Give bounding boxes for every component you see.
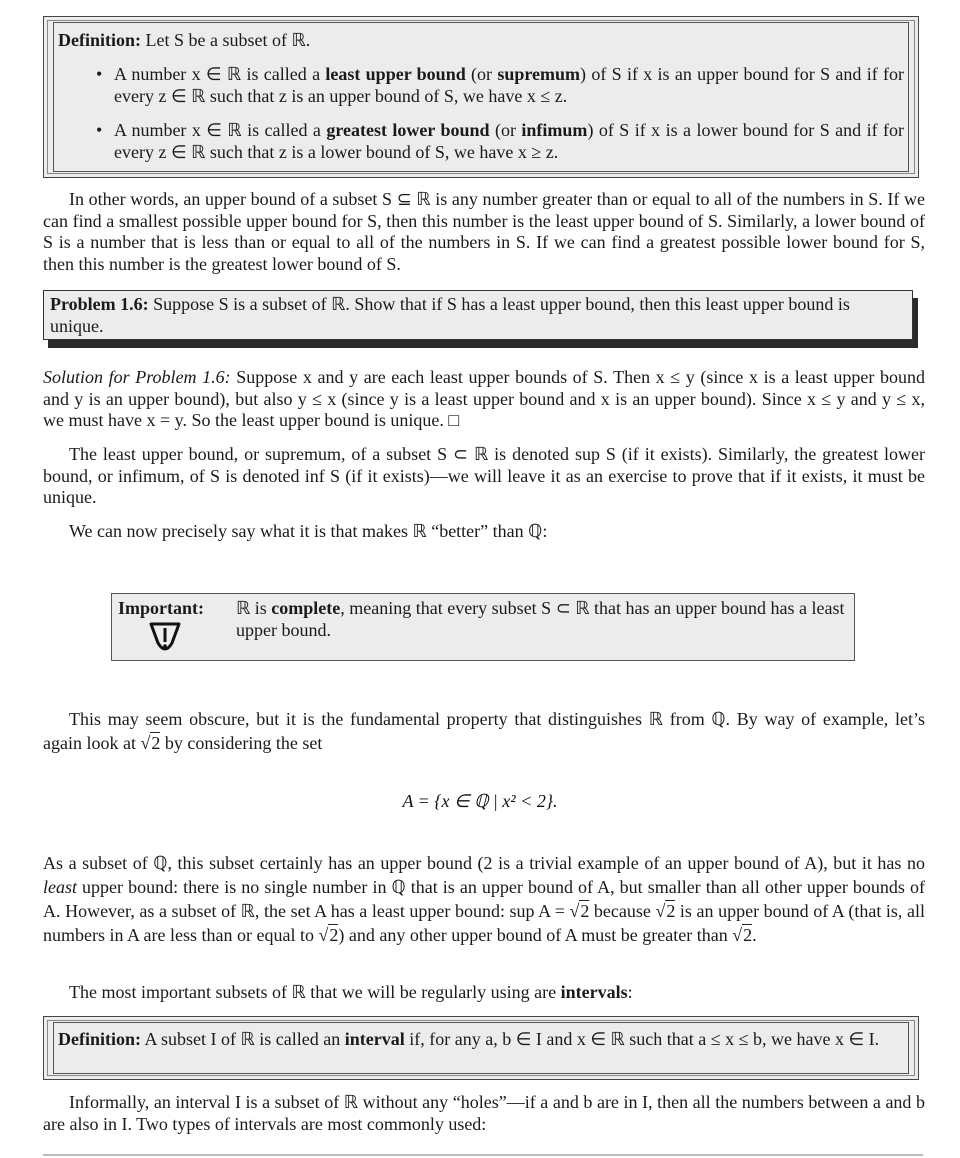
solution-paragraph	[43, 367, 925, 432]
term-supremum: supremum	[497, 64, 581, 84]
definition-intro: Let S be a subset of ℝ.	[145, 30, 311, 50]
term-greatest-lower-bound: greatest lower bound	[326, 120, 490, 140]
definition-label: Definition:	[58, 1029, 141, 1049]
paragraph-sqrt2-example: This may seem obscure, but it is the fundamental property that distinguishes ℝ from ℚ. By way of example, let’s again look at √2 by considering the set	[43, 709, 925, 753]
important-label: Important:	[118, 598, 204, 618]
solution-label: Solution for Problem 1.6:	[43, 367, 231, 387]
term-complete: complete	[271, 598, 341, 618]
definition-box-interval	[43, 1016, 919, 1080]
paragraph-sup-a-sqrt2: As a subset of ℚ, this subset certainly has an upper bound (2 is a trivial example of an upper bound of A), but it has no least upper bound: there is no single number in ℚ that is an upper bound of A, but smaller than all other upper bounds of A. However, as a subset of ℝ, the set A has a least upper bound: sup A = √2 because √2 is an upper bound of A (that is, all numbers in A are less than or equal to √2) and any other upper bound of A must be greater than √2.	[43, 853, 926, 945]
definition-list	[58, 63, 904, 163]
definition-item-infimum: • A number x ∈ ℝ is called a greatest lower bound (or infimum) of S if x is a lower bound for S and if for every z ∈ ℝ such that z is a lower bound of S, we have x ≥ z.	[58, 119, 904, 163]
definition-box-bounds	[43, 16, 919, 178]
definition-label: Definition:	[58, 30, 141, 50]
paragraph-upper-bound-explanation: In other words, an upper bound of a subset S ⊆ ℝ is any number greater than or equal to all of the numbers in S. If we can find a smallest possible upper bound for S, then this number is the least upper bound of S. Similarly, a lower bound of S is a number that is less than or equal to all of the numbers in S. If we can find a greatest possible lower bound for S, then this number is the greatest lower bound of S.	[43, 189, 925, 274]
paragraph-interval-informal: Informally, an interval I is a subset of ℝ without any “holes”—if a and b are in I, then all the numbers between a and b are also in I. Two types of intervals are most commonly used:	[43, 1092, 925, 1134]
important-box	[111, 593, 855, 661]
problem-box	[43, 290, 913, 340]
term-intervals: intervals	[560, 982, 628, 1002]
sqrt-radicand: 2	[151, 733, 161, 753]
problem-text: Suppose S is a subset of ℝ. Show that if S has a least upper bound, then this least upper bound is unique.	[50, 294, 850, 336]
term-interval: interval	[344, 1029, 405, 1049]
definition-box-inner	[53, 22, 909, 172]
solution-text: Suppose x and y are each least upper bounds of S. Then x ≤ y (since x is a least upper bound and y is an upper bound), but also y ≤ x (since y is a least upper bound and x is an upper bound). Since x ≤ y and y ≤ x, we must have x = y. So the least upper bound is unique. □	[43, 367, 925, 430]
set-equation: A = {x ∈ ℚ | x² < 2}.	[402, 791, 558, 811]
paragraph-intervals-intro: The most important subsets of ℝ that we will be regularly using are intervals:	[69, 982, 633, 1002]
paragraph-sup-inf-notation: The least upper bound, or supremum, of a subset S ⊂ ℝ is denoted sup S (if it exists). Similarly, the greatest lower bound, or infimum, of S is denoted inf S (if it exists)—we will leave it as an exercise to prove that if it exists, it must be unique.	[43, 444, 925, 507]
important-text: ℝ is complete, meaning that every subset S ⊂ ℝ that has an upper bound has a least upper bound.	[236, 598, 845, 640]
page-bottom-rule	[43, 1154, 923, 1156]
definition-item-supremum: • A number x ∈ ℝ is called a least upper bound (or supremum) of S if x is an upper bound for S and if for every z ∈ ℝ such that z is an upper bound of S, we have x ≤ z.	[58, 63, 904, 107]
paragraph-r-better-than-q: We can now precisely say what it is that makes ℝ “better” than ℚ:	[69, 521, 548, 541]
problem-label: Problem 1.6:	[50, 294, 149, 314]
warning-icon	[148, 621, 182, 658]
term-infimum: infimum	[521, 120, 588, 140]
definition-box-inner: Definition: A subset I of ℝ is called an interval if, for any a, b ∈ I and x ∈ ℝ such that a ≤ x ≤ b, we have x ∈ I.	[53, 1022, 909, 1074]
emphasis-least: least	[43, 877, 77, 897]
term-least-upper-bound: least upper bound	[325, 64, 466, 84]
